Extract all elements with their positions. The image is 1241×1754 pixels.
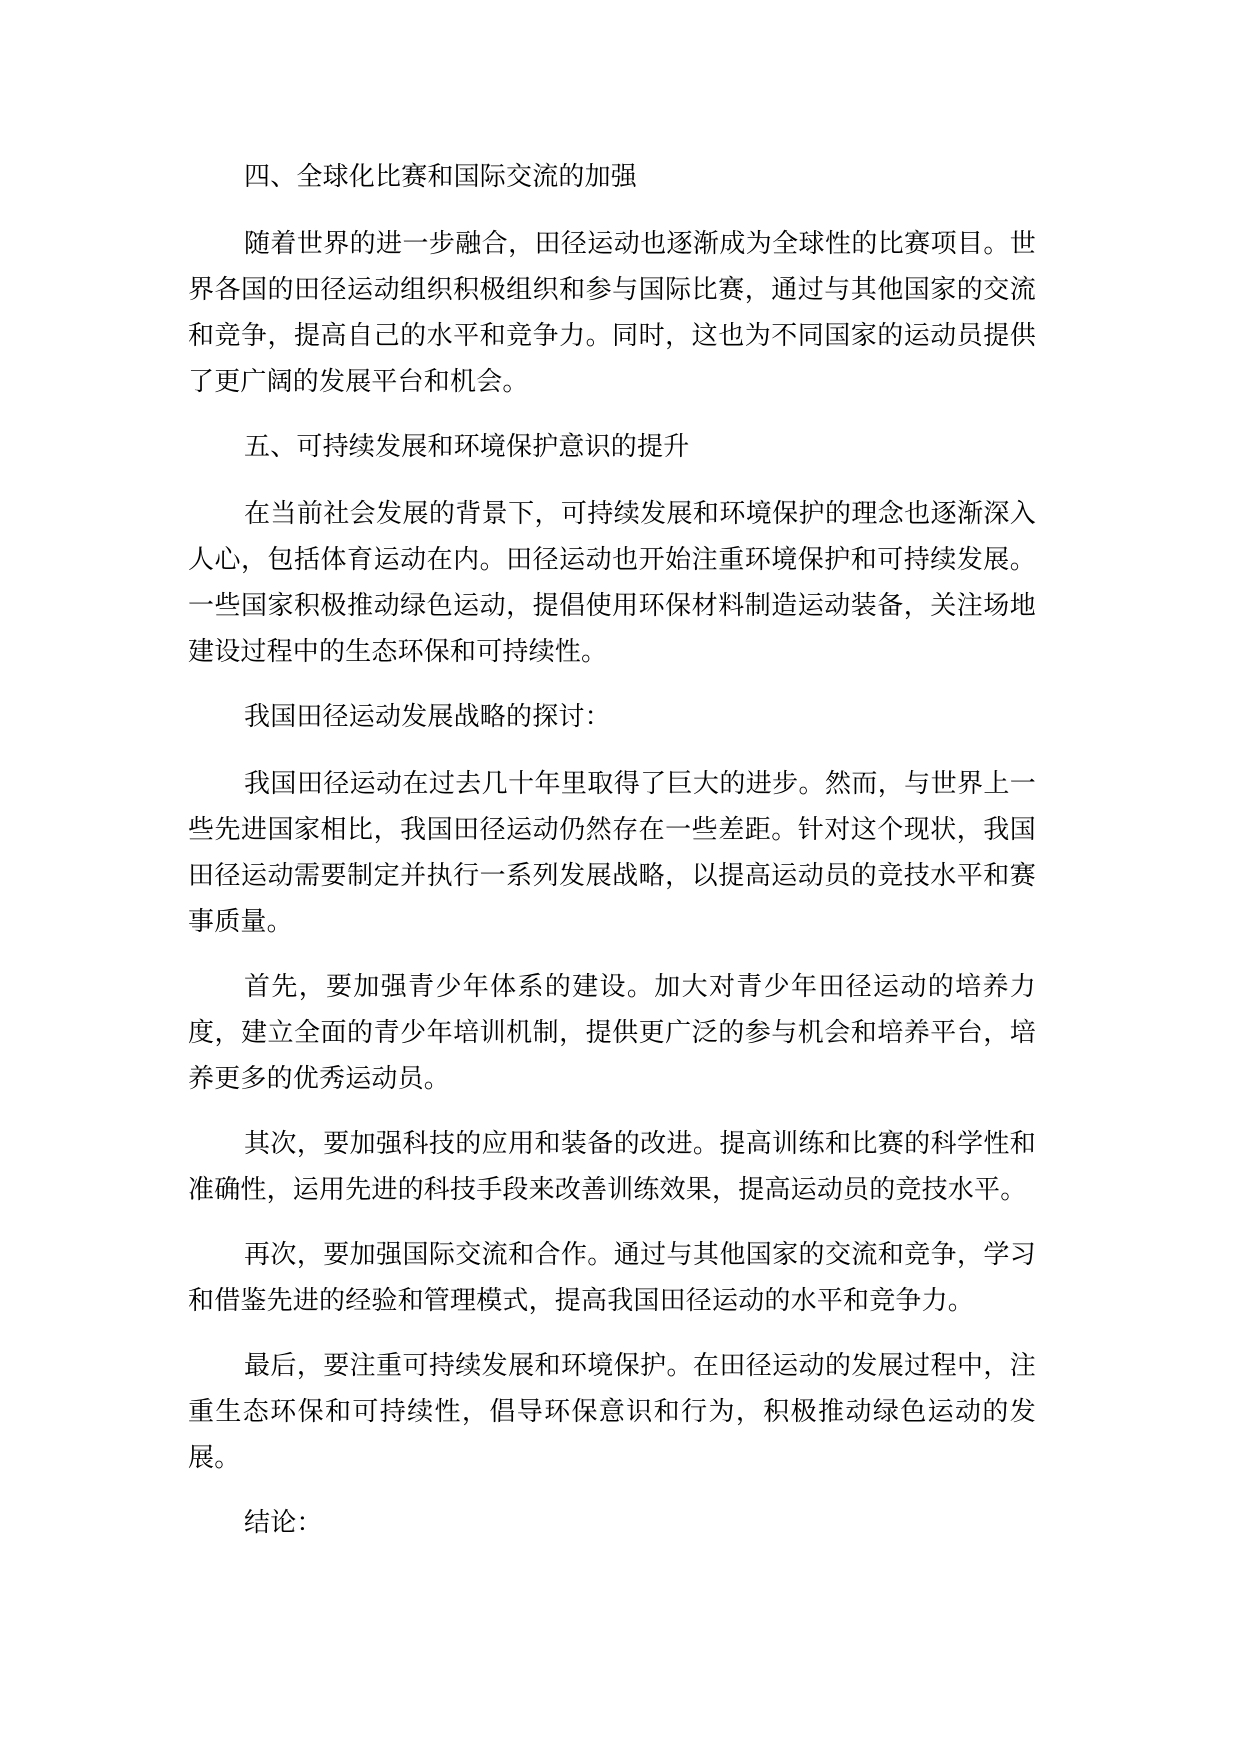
paragraph-strategy-first: 首先，要加强青少年体系的建设。加大对青少年田径运动的培养力度，建立全面的青少年培训机制，提供更广泛的参与机会和培养平台，培养更多的优秀运动员。 [188,972,1036,1094]
section-heading-sustainability: 五、可持续发展和环境保护意识的提升 [244,432,690,462]
paragraph-strategy-last: 最后，要注重可持续发展和环境保护。在田径运动的发展过程中，注重生态环保和可持续性，倡导环保意识和行为，积极推动绿色运动的发展。 [188,1351,1036,1473]
paragraph-sustainability: 在当前社会发展的背景下，可持续发展和环境保护的理念也逐渐深入人心，包括体育运动在内。田径运动也开始注重环境保护和可持续发展。一些国家积极推动绿色运动，提倡使用环保材料制造运动装备，关注场地建设过程中的生态环保和可持续性。 [188,499,1036,667]
paragraph-strategy-intro: 我国田径运动在过去几十年里取得了巨大的进步。然而，与世界上一些先进国家相比，我国田径运动仍然存在一些差距。针对这个现状，我国田径运动需要制定并执行一系列发展战略，以提高运动员的竞技水平和赛事质量。 [188,769,1036,937]
section-heading-strategy: 我国田径运动发展战略的探讨： [244,702,611,732]
document-body [188,154,1036,1567]
section-heading-conclusion: 结论： [244,1508,323,1538]
section-heading-globalization: 四、全球化比赛和国际交流的加强 [244,162,638,192]
paragraph-strategy-third: 再次，要加强国际交流和合作。通过与其他国家的交流和竞争，学习和借鉴先进的经验和管理模式，提高我国田径运动的水平和竞争力。 [188,1240,1036,1316]
paragraph-strategy-second: 其次，要加强科技的应用和装备的改进。提高训练和比赛的科学性和准确性，运用先进的科技手段来改善训练效果，提高运动员的竞技水平。 [188,1129,1036,1205]
paragraph-globalization: 随着世界的进一步融合，田径运动也逐渐成为全球性的比赛项目。世界各国的田径运动组织积极组织和参与国际比赛，通过与其他国家的交流和竞争，提高自己的水平和竞争力。同时，这也为不同国家的运动员提供了更广阔的发展平台和机会。 [188,229,1036,397]
